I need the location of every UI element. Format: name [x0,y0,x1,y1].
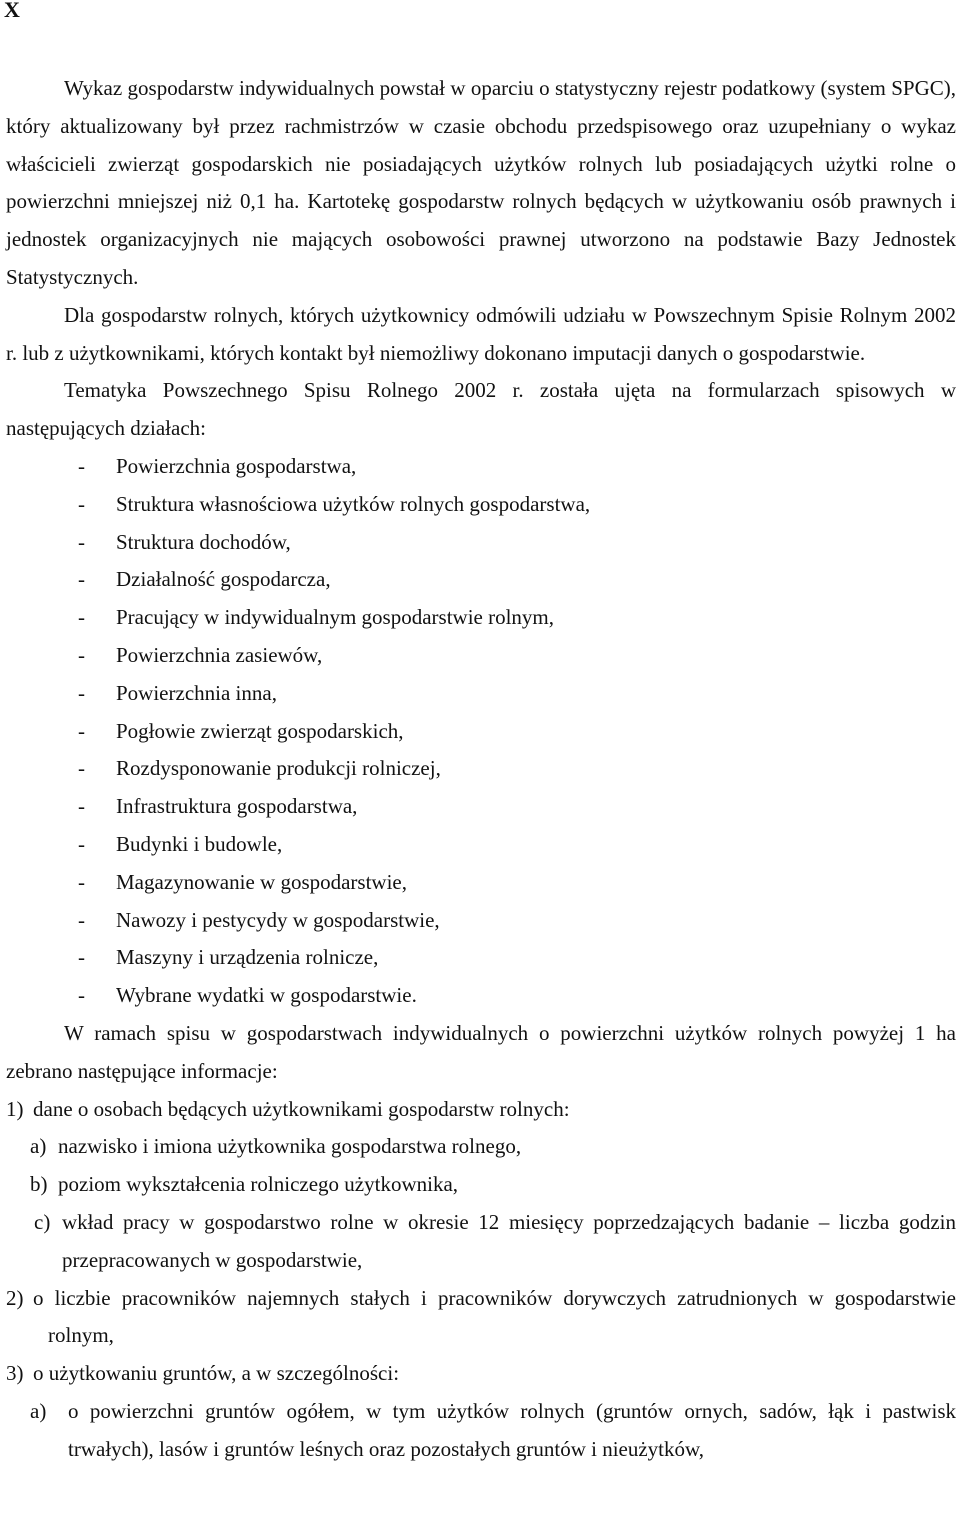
section-1-item-a [6,1128,956,1166]
section-text: o liczbie pracowników najemnych stałych i pracowników dorywczych zatrudnionych w gospodarstwie rolnym, [33,1285,956,1348]
list-item: - Powierzchnia gospodarstwa, [78,448,956,486]
item-text: poziom wykształcenia rolniczego użytkownika, [58,1172,459,1197]
section-marker: 3) [6,1361,24,1386]
section-marker: 2) [6,1285,24,1310]
item-marker: c) [34,1209,51,1234]
section-text: o użytkowaniu gruntów, a w szczególności: [33,1361,400,1386]
list-item: - Powierzchnia inna, [78,675,956,713]
list-item: - Działalność gospodarcza, [78,561,956,599]
list-item: - Struktura własnościowa użytków rolnych gospodarstwa, [78,486,956,524]
paragraph-data-sources: Wykaz gospodarstw indywidualnych powstał w oparciu o statystyczny rejestr podatkowy (system SPGC), który aktualizowany był przez rachmistrzów w czasie obchodu przedspisowego oraz uzupełniany o wykaz właścicieli zwierząt gospodarskich nie posiadających użytków rolnych lub posiadających użytki rolne o powierzchni mniejszej niż 0,1 ha. Kartotekę gospodarstw rolnych będących w użytkowaniu osób prawnych i jednostek organizacyjnych nie mających osobowości prawnej utworzono na podstawie Bazy Jednostek Statystycznych. [6,76,956,289]
section-text: dane o osobach będących użytkownikami gospodarstw rolnych: [33,1096,570,1121]
section-2-heading [6,1280,956,1356]
paragraph-collected-info: W ramach spisu w gospodarstwach indywidualnych o powierzchni użytków rolnych powyżej 1 ha zebrano następujące informacje: [6,1020,956,1083]
item-text: nazwisko i imiona użytkownika gospodarstwa rolnego, [58,1134,522,1159]
document-body [6,70,956,1468]
paragraph-imputation: Dla gospodarstw rolnych, których użytkownicy odmówili udziału w Powszechnym Spisie Rolnym 2002 r. lub z użytkownikami, których kontakt był niemożliwy dokonano imputacji danych o gospodarstwie. [6,302,956,365]
list-item: - Magazynowanie w gospodarstwie, [78,864,956,902]
section-1-heading [6,1091,956,1129]
topics-list [6,448,956,1015]
item-marker: a) [30,1134,47,1159]
list-item: - Pogłowie zwierząt gospodarskich, [78,713,956,751]
paragraph-topics-intro: Tematyka Powszechnego Spisu Rolnego 2002 r. została ujęta na formularzach spisowych w następujących działach: [6,378,956,441]
corner-mark: X [4,0,20,22]
section-marker: 1) [6,1096,24,1121]
item-marker: a) [30,1398,47,1423]
list-item: - Wybrane wydatki w gospodarstwie. [78,977,956,1015]
item-text: wkład pracy w gospodarstwo rolne w okresie 12 miesięcy poprzedzających badanie – liczba godzin przepracowanych w gospodarstwie, [62,1209,956,1272]
list-item: - Rozdysponowanie produkcji rolniczej, [78,750,956,788]
list-item: - Powierzchnia zasiewów, [78,637,956,675]
list-item: - Maszyny i urządzenia rolnicze, [78,939,956,977]
list-item: - Pracujący w indywidualnym gospodarstwie rolnym, [78,599,956,637]
item-text: o powierzchni gruntów ogółem, w tym użytków rolnych (gruntów ornych, sadów, łąk i pastwisk trwałych), lasów i gruntów leśnych oraz pozostałych gruntów i nieużytków, [68,1398,956,1461]
section-1-item-b [6,1166,956,1204]
list-item: - Budynki i budowle, [78,826,956,864]
section-3-item-a [6,1393,956,1469]
section-1-item-c [6,1204,956,1280]
list-item: - Infrastruktura gospodarstwa, [78,788,956,826]
item-marker: b) [30,1172,48,1197]
section-3-heading [6,1355,956,1393]
list-item: - Nawozy i pestycydy w gospodarstwie, [78,902,956,940]
list-item: - Struktura dochodów, [78,524,956,562]
